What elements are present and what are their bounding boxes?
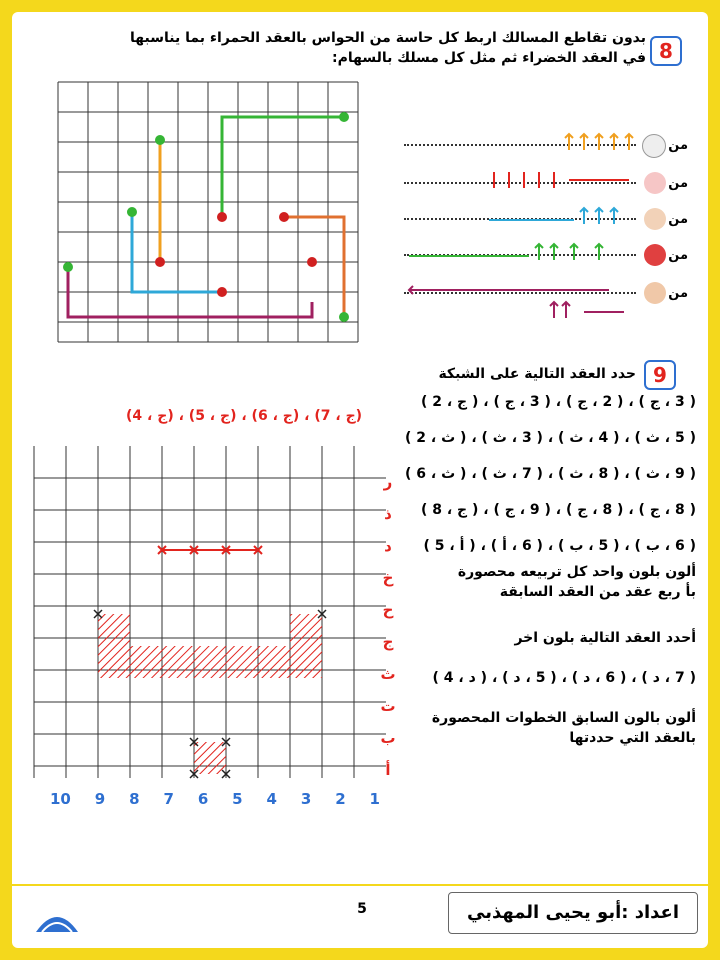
question-9-number: 9 [644,360,676,390]
route-row-eyes [392,134,702,158]
x-label: 1 [369,790,380,808]
nose-icon [644,208,666,230]
y-label: خ [382,569,394,587]
coord-row-2: ( 2 ، ث ) ، ( 3 ، ث ) ، ( 4 ، ث ) ، ( 5 ، ث ) [405,430,696,446]
question-9-instruction-3 [396,708,696,748]
question-8-number: 8 [650,36,682,66]
arrows-green-answer [404,242,634,258]
route-prefix: من [668,176,688,191]
coord-row-d: ( 4 ، د ) ، ( 5 ، د ) ، ( 6 ، د ) ، ( 7 ، د ) [432,670,696,686]
grid-y-labels [378,466,398,786]
page-number: 5 [357,901,367,917]
eyes-icon [642,134,666,158]
hand-icon [644,282,666,304]
route-prefix: من [668,138,688,153]
y-label: ث [380,665,396,683]
route-prefix: من [668,248,688,263]
question-8-text [46,28,646,68]
route-row-mouth [392,244,702,268]
x-label: 4 [266,790,277,808]
x-label: 3 [300,790,312,808]
route-row-nose [392,208,702,232]
author-credit: اعداد :أبو يحيى المهذبي [448,892,698,934]
x-label: 9 [94,790,106,808]
x-label: 6 [197,790,209,808]
grid-x-labels [50,790,380,808]
route-row-ear [392,172,702,196]
y-label: ر [383,473,393,491]
route-prefix: من [668,286,688,301]
arrows-purple-answer [404,280,634,296]
coord-row-1: ( 2 ، ج ) ، ( 3 ، ج ) ، ( 2 ، ج ) ، ( 3 ، ج ) [420,394,696,410]
coord-row-5: ( 5 ، أ ) ، ( 6 ، أ ) ، ( 5 ، ب ) ، ( 6 ، ب ) [423,538,696,554]
y-label: أ [385,761,391,779]
question-9-instruction-2: أحدد العقد التالية بلون اخر [514,630,696,646]
question-8-line1: بدون تقاطع المسالك اربط كل حاسة من الحواس بالعقد الحمراء بما يناسبها [130,30,646,46]
instruction-3-line2: بالعقد التي حددتها [569,730,696,746]
x-label: 5 [232,790,243,808]
arrows-up-answer [564,132,634,148]
route-prefix: من [668,212,688,227]
senses-grid [22,72,402,362]
question-8-line2: في العقد الخضراء ثم مثل كل مسلك بالسهام: [332,50,646,66]
question-9-sides-row: (ج ، 7) ، (ج ، 6) ، (ج ، 5) ، (ج ، 4) [126,408,363,424]
x-label: 2 [335,790,346,808]
instruction-3-line1: ألون بالون السابق الخطوات المحصورة [431,710,696,726]
y-label: ب [380,729,396,747]
x-label: 10 [50,790,71,808]
publisher-logo [32,892,82,938]
instruction-1-line1: ألون بلون واحد كل تربيعه محصورة [457,564,696,580]
y-label: د [384,537,392,555]
mouth-icon [644,244,666,266]
y-label: ت [380,697,396,715]
arrows-blue-answer [484,206,634,222]
route-row-hand [392,282,702,306]
y-label: ذ [384,505,392,523]
x-label: 8 [129,790,140,808]
question-9-title: حدد العقد التالية على الشبكة [438,366,636,382]
question-9-instruction-1 [396,562,696,602]
x-label: 7 [163,790,174,808]
y-label: ح [382,601,394,619]
coordinate-grid [26,438,386,818]
y-label: ج [382,633,394,651]
coord-row-4: ( 8 ، ج ) ، ( 9 ، ج ) ، ( 8 ، ج ) ، ( 8 ، ج ) [420,502,696,518]
worksheet-page [12,12,708,948]
coord-row-3: ( 6 ، ث ) ، ( 7 ، ث ) ، ( 8 ، ث ) ، ( 9 ، ث ) [405,466,696,482]
arrows-down-answer [484,170,634,186]
instruction-1-line2: بأ ربع عقد من العقد السابقة [499,584,696,600]
ear-icon [644,172,666,194]
